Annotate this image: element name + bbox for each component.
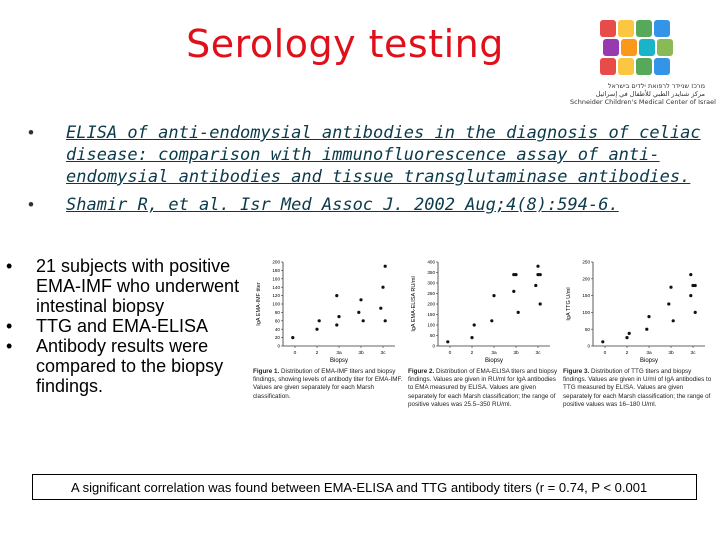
data-point	[473, 323, 476, 326]
data-point	[291, 336, 294, 339]
data-point	[672, 319, 675, 322]
y-axis-label: IgA TTG U/ml	[566, 287, 572, 321]
data-point	[628, 332, 631, 335]
y-tick-label: 20	[274, 335, 280, 341]
data-point	[384, 319, 387, 322]
y-tick-label: 140	[272, 284, 280, 290]
data-point	[536, 265, 539, 268]
data-point	[318, 319, 321, 322]
y-tick-label: 150	[582, 293, 590, 299]
y-tick-label: 100	[582, 310, 590, 315]
x-tick-label: 3b	[513, 351, 519, 356]
data-point	[490, 319, 493, 322]
figure-2-caption-label: Figure 2.	[408, 368, 435, 375]
logo-puzzle-piece	[618, 58, 634, 75]
bullet: •	[28, 195, 34, 214]
y-tick-label: 200	[272, 259, 280, 265]
logo-puzzle-piece	[600, 58, 616, 75]
data-point	[694, 284, 697, 287]
data-point	[534, 284, 537, 287]
x-tick-label: 3c	[380, 351, 386, 356]
summary-item	[6, 256, 246, 316]
data-point	[694, 311, 697, 314]
figure-1-scatter-plot	[253, 256, 403, 366]
y-tick-label: 0	[432, 343, 435, 349]
conclusion-box: A significant correlation was found between EMA-ELISA and TTG antibody titers (r = 0.74, P < 0.001	[32, 474, 697, 500]
y-tick-label: 0	[277, 343, 280, 349]
figure-2	[408, 256, 558, 431]
y-tick-label: 100	[427, 322, 435, 328]
bullet: •	[28, 123, 34, 142]
figure-2-caption-text: Distribution of EMA-ELISA titers and biopsy findings. Values are given in RU/ml for IgA antibodies to EMA measured by ELISA. Values are given separately for each Marsh classification; the range of positive values was 25.5–350 RU/ml.	[408, 368, 558, 408]
logo-puzzle-piece	[654, 20, 670, 37]
data-point	[315, 328, 318, 331]
data-point	[601, 340, 604, 343]
bullet: •	[6, 316, 13, 336]
y-tick-label: 150	[427, 312, 435, 318]
data-point	[625, 336, 628, 339]
data-point	[379, 307, 382, 310]
reference-item	[28, 194, 708, 216]
y-tick-label: 250	[427, 291, 435, 297]
data-point	[669, 286, 672, 289]
y-tick-label: 400	[427, 259, 435, 265]
data-point	[645, 328, 648, 331]
data-point	[381, 286, 384, 289]
x-axis-label: Biopsy	[329, 358, 349, 364]
y-tick-label: 350	[427, 270, 435, 276]
x-tick-label: 3c	[535, 351, 541, 356]
logo-puzzle-piece	[603, 39, 619, 56]
y-tick-label: 100	[272, 301, 280, 307]
x-tick-label: 3a	[491, 351, 497, 356]
x-tick-label: 2	[470, 351, 474, 356]
summary-item	[6, 336, 246, 396]
x-tick-label: 0	[448, 351, 452, 356]
figure-2-scatter-plot	[408, 256, 558, 366]
x-tick-label: 3c	[690, 351, 696, 356]
x-tick-label: 2	[625, 351, 629, 356]
logo-hebrew-line: מרכז שניידר לרפואת ילדים בישראל	[607, 82, 705, 90]
page-title: Serology testing	[186, 22, 504, 66]
figure-3-caption-label: Figure 3.	[563, 368, 590, 375]
logo-puzzle-piece	[654, 58, 670, 75]
figure-2-caption	[408, 368, 558, 409]
y-tick-label: 160	[272, 276, 280, 282]
logo-english-line: Schneider Children's Medical Center of Israel	[570, 98, 716, 106]
reference-list	[28, 122, 708, 216]
logo-puzzle-piece	[618, 20, 634, 37]
y-tick-label: 50	[584, 326, 590, 332]
hospital-logo	[570, 18, 716, 106]
figure-3-caption-text: Distribution of TTG titers and biopsy findings. Values are given in U/ml of IgA antibodies to TTG measured by ELISA. Values are given separately for each Marsh classification; the range of positive values was 16–180 U/ml.	[563, 368, 712, 408]
x-tick-label: 0	[293, 351, 297, 356]
y-tick-label: 80	[274, 310, 280, 315]
data-point	[384, 265, 387, 268]
figure-3	[563, 256, 713, 431]
x-tick-label: 3b	[668, 351, 674, 356]
data-point	[539, 302, 542, 305]
logo-puzzle-piece	[636, 58, 652, 75]
figure-3-caption	[563, 368, 713, 409]
data-point	[335, 294, 338, 297]
logo-arabic-line: مركز شنايدر الطبي للأطفال في إسرائيل	[595, 90, 705, 98]
figure-1	[253, 256, 403, 431]
summary-text: Antibody results were compared to the biopsy findings.	[36, 336, 224, 396]
figure-1-caption	[253, 368, 403, 401]
reference-item	[28, 122, 708, 188]
data-point	[337, 315, 340, 318]
y-tick-label: 40	[274, 326, 280, 332]
data-point	[689, 273, 692, 276]
x-axis-label: Biopsy	[484, 358, 504, 364]
data-point	[667, 302, 670, 305]
bullet: •	[6, 336, 13, 356]
summary-text: TTG and EMA-ELISA	[36, 316, 209, 336]
data-point	[470, 336, 473, 339]
y-tick-label: 180	[272, 268, 280, 273]
bullet: •	[6, 256, 13, 276]
data-point	[357, 311, 360, 314]
y-tick-label: 120	[272, 293, 280, 299]
x-axis-label: Biopsy	[639, 358, 659, 364]
summary-text: 21 subjects with positive EMA-IMF who underwent intestinal biopsy	[36, 256, 240, 316]
logo-puzzle-piece	[639, 39, 655, 56]
data-point	[492, 294, 495, 297]
reference-citation-link[interactable]: Shamir R, et al. Isr Med Assoc J. 2002 Aug;4(8):594-6.	[66, 195, 619, 215]
data-point	[539, 273, 542, 276]
x-tick-label: 3a	[646, 351, 652, 356]
y-tick-label: 50	[429, 333, 435, 339]
y-axis-label: IgA EMA-ELISA RU/ml	[411, 276, 417, 332]
data-point	[689, 294, 692, 297]
y-tick-label: 300	[427, 280, 435, 286]
y-tick-label: 200	[427, 301, 435, 307]
summary-list	[6, 256, 246, 396]
x-tick-label: 0	[603, 351, 607, 356]
y-tick-label: 0	[587, 343, 590, 349]
data-point	[517, 311, 520, 314]
data-point	[512, 273, 515, 276]
data-point	[362, 319, 365, 322]
logo-puzzle-piece	[600, 20, 616, 37]
y-tick-label: 250	[582, 259, 590, 265]
logo-puzzle-piece	[657, 39, 673, 56]
figure-1-caption-label: Figure 1.	[253, 368, 280, 375]
summary-item	[6, 316, 246, 336]
logo-puzzle-piece	[636, 20, 652, 37]
x-tick-label: 3b	[358, 351, 364, 356]
data-point	[359, 298, 362, 301]
logo-puzzle-piece	[621, 39, 637, 56]
data-point	[335, 323, 338, 326]
x-tick-label: 3a	[336, 351, 342, 356]
reference-title-link[interactable]: ELISA of anti-endomysial antibodies in the diagnosis of celiac disease: comparison with immunofluorescence assay of anti-endomysial antibodies and tissue transglutaminase antibodies.	[66, 123, 701, 187]
x-tick-label: 2	[315, 351, 319, 356]
data-point	[446, 340, 449, 343]
figure-3-scatter-plot	[563, 256, 713, 366]
data-point	[512, 290, 515, 293]
y-tick-label: 60	[274, 318, 280, 324]
data-point	[647, 315, 650, 318]
y-tick-label: 200	[582, 276, 590, 282]
y-axis-label: IgA EMA-IMF titer	[256, 282, 262, 326]
figure-1-caption-text: Distribution of EMA-IMF titers and biopsy findings, showing levels of antibody titer for EMA-IMF. Values are given separately for each Marsh classification.	[253, 368, 403, 400]
puzzle-logo-icon	[596, 18, 674, 80]
